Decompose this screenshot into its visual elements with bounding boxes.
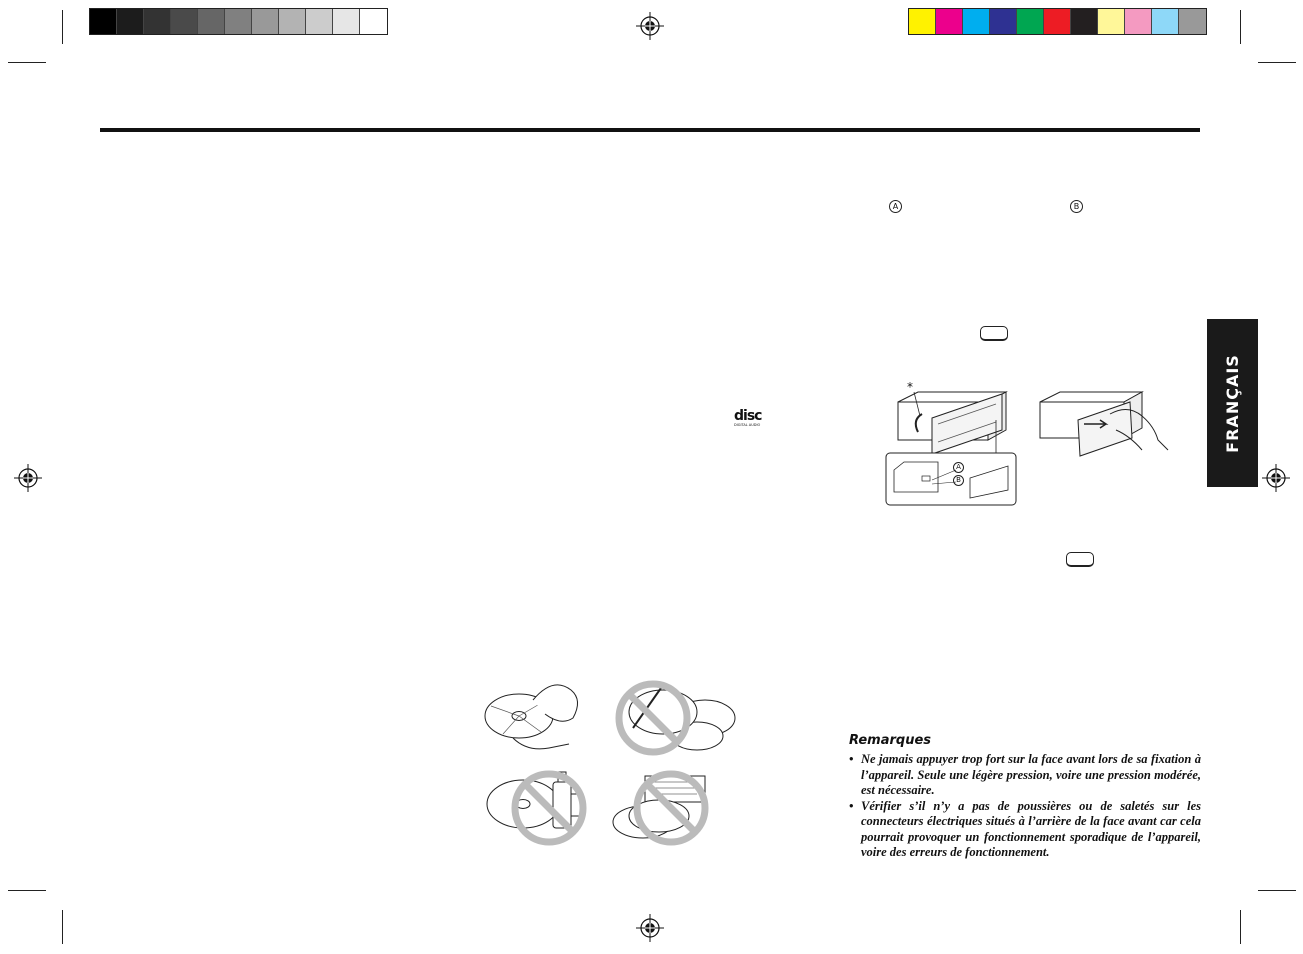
no-heat-icon	[613, 774, 705, 842]
color-swatch	[171, 9, 198, 34]
crop-mark	[1258, 62, 1296, 63]
color-swatch	[1044, 9, 1071, 34]
crop-mark	[8, 890, 46, 891]
crop-mark	[62, 10, 63, 44]
callout-a: A	[889, 200, 902, 213]
notes-section	[849, 733, 1201, 861]
notes-title: Remarques	[849, 733, 932, 748]
crop-mark	[62, 910, 63, 944]
color-swatch	[252, 9, 279, 34]
color-swatch	[909, 9, 936, 34]
disc-logo-mark: disc	[734, 408, 762, 424]
figure-label-b: B	[953, 475, 964, 486]
crop-mark	[1258, 890, 1296, 891]
disc-logo-caption: DIGITAL AUDIO	[734, 423, 761, 427]
color-swatch	[360, 9, 387, 34]
color-swatch	[1071, 9, 1098, 34]
registration-mark-icon	[1262, 464, 1290, 492]
color-swatch	[306, 9, 333, 34]
color-calibration-bar	[908, 8, 1207, 35]
crop-mark	[1240, 10, 1241, 44]
figure-asterisk: *	[907, 380, 913, 394]
notes-list	[849, 752, 1201, 861]
note-item: • Ne jamais appuyer trop fort sur la face avant lors de sa fixation à l’appareil. Seule une légère pression, voire une pression modérée, est nécessaire.	[849, 752, 1201, 799]
compact-disc-logo	[734, 409, 764, 431]
figure-label-a: A	[953, 462, 964, 473]
color-swatch	[1125, 9, 1152, 34]
color-swatch	[963, 9, 990, 34]
crop-mark	[1240, 910, 1241, 944]
callout-b: B	[1070, 200, 1083, 213]
registration-mark-icon	[14, 464, 42, 492]
color-swatch	[279, 9, 306, 34]
header-rule	[100, 128, 1200, 132]
crop-mark	[8, 62, 46, 63]
color-swatch	[144, 9, 171, 34]
disc-wiping-icon	[485, 685, 578, 749]
color-swatch	[117, 9, 144, 34]
color-swatch	[936, 9, 963, 34]
registration-mark-icon	[636, 12, 664, 40]
language-tab	[1207, 319, 1258, 487]
color-swatch	[1152, 9, 1179, 34]
faceplate-attachment-illustration	[884, 380, 1174, 508]
color-swatch	[1017, 9, 1044, 34]
no-writing-icon	[619, 684, 735, 752]
note-item: • Vérifier s’il n’y a pas de poussières ou de saletés sur les connecteurs électriques situés à l’arrière de la face avant car cela pourrait provoquer un fonctionnement sporadique de l’appareil, voire des erreurs de fonctionnement.	[849, 799, 1201, 861]
color-swatch	[1179, 9, 1206, 34]
color-swatch	[90, 9, 117, 34]
language-tab-label: FRANÇAIS	[1223, 353, 1242, 453]
color-swatch	[1098, 9, 1125, 34]
grayscale-calibration-bar	[89, 8, 388, 35]
button-symbol-icon	[1066, 552, 1094, 567]
color-swatch	[198, 9, 225, 34]
registration-mark-icon	[636, 914, 664, 942]
color-swatch	[990, 9, 1017, 34]
disc-handling-illustration	[483, 670, 743, 850]
color-swatch	[225, 9, 252, 34]
button-symbol-icon	[980, 326, 1008, 341]
color-swatch	[333, 9, 360, 34]
no-solvent-icon	[487, 772, 583, 842]
